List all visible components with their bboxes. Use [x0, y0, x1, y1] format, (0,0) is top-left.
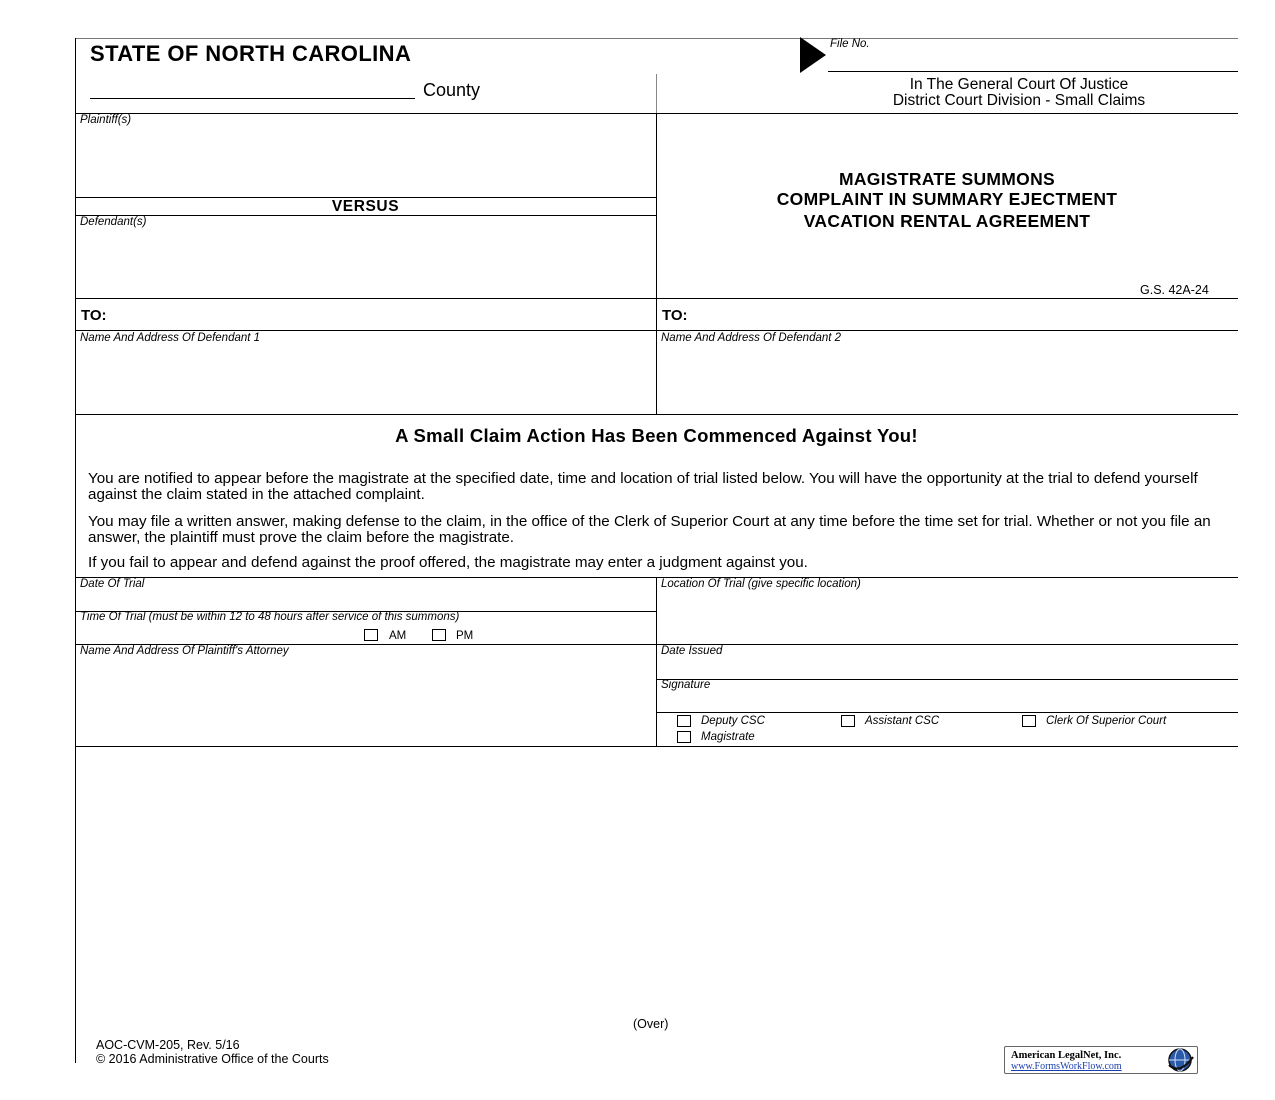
- signature-bottom-line: [656, 712, 1238, 713]
- defendant-input[interactable]: [80, 232, 654, 296]
- notice-paragraph-3: If you fail to appear and defend against the proof offered, the magistrate may enter a judgment against you.: [88, 554, 808, 571]
- versus-label: VERSUS: [331, 198, 400, 215]
- date-of-trial-input[interactable]: [80, 592, 654, 610]
- deputy-csc-checkbox[interactable]: [677, 715, 691, 727]
- assistant-csc-checkbox[interactable]: [841, 715, 855, 727]
- form-top-border: [75, 38, 1238, 39]
- form-id: AOC-CVM-205, Rev. 5/16: [96, 1038, 240, 1052]
- globe-icon: [1165, 1047, 1195, 1073]
- date-of-trial-label: Date Of Trial: [80, 578, 145, 590]
- header-divider: [656, 74, 657, 113]
- parties-divider: [656, 113, 657, 415]
- form-title-line-3: VACATION RENTAL AGREEMENT: [803, 211, 1091, 231]
- form-left-border: [75, 38, 76, 1063]
- location-of-trial-input[interactable]: [661, 594, 1235, 644]
- pm-checkbox[interactable]: [432, 629, 446, 641]
- date-issued-label: Date Issued: [661, 645, 723, 657]
- file-no-input[interactable]: [900, 48, 1234, 70]
- to-right-label: TO:: [662, 307, 688, 324]
- defendants-bottom-line: [75, 414, 1238, 415]
- county-label: County: [423, 80, 481, 100]
- clerk-superior-court-label: Clerk Of Superior Court: [1046, 715, 1167, 727]
- am-checkbox[interactable]: [364, 629, 378, 641]
- county-input[interactable]: [90, 82, 415, 99]
- copyright: © 2016 Administrative Office of the Courts: [96, 1052, 329, 1066]
- file-no-label: File No.: [830, 38, 870, 50]
- parties-bottom-line: [75, 298, 1238, 299]
- date-issued-bottom-line: [656, 679, 1238, 680]
- notice-paragraph-1: You are notified to appear before the magistrate at the specified date, time and location of trial listed below. You will have the opportunity at the trial to defend yourself against the claim stated in the attached complaint.: [88, 470, 1198, 503]
- logo-company-name: American LegalNet, Inc.: [1011, 1050, 1122, 1061]
- form-title-line-2: COMPLAINT IN SUMMARY EJECTMENT: [776, 189, 1118, 209]
- signature-input[interactable]: [661, 694, 1235, 712]
- court-line-2: District Court Division - Small Claims: [892, 92, 1146, 109]
- plaintiff-input[interactable]: [80, 130, 654, 196]
- defendant-1-label: Name And Address Of Defendant 1: [80, 332, 261, 344]
- to-left-label: TO:: [81, 307, 107, 324]
- form-title-line-1: MAGISTRATE SUMMONS: [838, 169, 1056, 189]
- am-label: AM: [389, 630, 407, 642]
- defendant-2-label: Name And Address Of Defendant 2: [661, 332, 842, 344]
- magistrate-checkbox[interactable]: [677, 731, 691, 743]
- file-no-arrow-icon: [800, 37, 830, 75]
- file-no-underline: [828, 71, 1238, 72]
- logo-url[interactable]: www.FormsWorkFlow.com: [1011, 1061, 1122, 1072]
- defendant-2-address-input[interactable]: [661, 348, 1235, 412]
- date-issued-input[interactable]: [661, 660, 1235, 678]
- defendant-label: Defendant(s): [80, 216, 147, 228]
- signature-label: Signature: [661, 679, 711, 691]
- to-row-bottom-line: [75, 330, 1238, 331]
- plaintiff-attorney-input[interactable]: [80, 661, 654, 745]
- over-label: (Over): [633, 1017, 669, 1031]
- clerk-superior-court-checkbox[interactable]: [1022, 715, 1036, 727]
- plaintiff-attorney-label: Name And Address Of Plaintiff's Attorney: [80, 645, 289, 657]
- assistant-csc-label: Assistant CSC: [865, 715, 940, 727]
- notice-paragraph-2: You may file a written answer, making defense to the claim, in the office of the Clerk of Superior Court at any time before the time set for trial. Whether or not you file an answer, the plaintiff must prove the claim before the magistrate.: [88, 513, 1211, 546]
- defendant-1-address-input[interactable]: [80, 348, 654, 412]
- notice-heading: A Small Claim Action Has Been Commenced Against You!: [395, 425, 918, 446]
- legalnet-logo[interactable]: [1004, 1046, 1198, 1074]
- magistrate-label: Magistrate: [701, 731, 755, 743]
- court-line-1: In The General Court Of Justice: [909, 76, 1129, 93]
- location-of-trial-label: Location Of Trial (give specific location): [661, 578, 861, 590]
- trial-divider: [656, 577, 657, 746]
- deputy-csc-label: Deputy CSC: [701, 715, 765, 727]
- time-of-trial-label: Time Of Trial (must be within 12 to 48 hours after service of this summons): [80, 611, 460, 623]
- pm-label: PM: [456, 630, 474, 642]
- issuance-bottom-line: [75, 746, 1238, 747]
- state-title: STATE OF NORTH CAROLINA: [90, 41, 412, 66]
- statute-reference: G.S. 42A-24: [1140, 283, 1209, 297]
- plaintiff-label: Plaintiff(s): [80, 114, 132, 126]
